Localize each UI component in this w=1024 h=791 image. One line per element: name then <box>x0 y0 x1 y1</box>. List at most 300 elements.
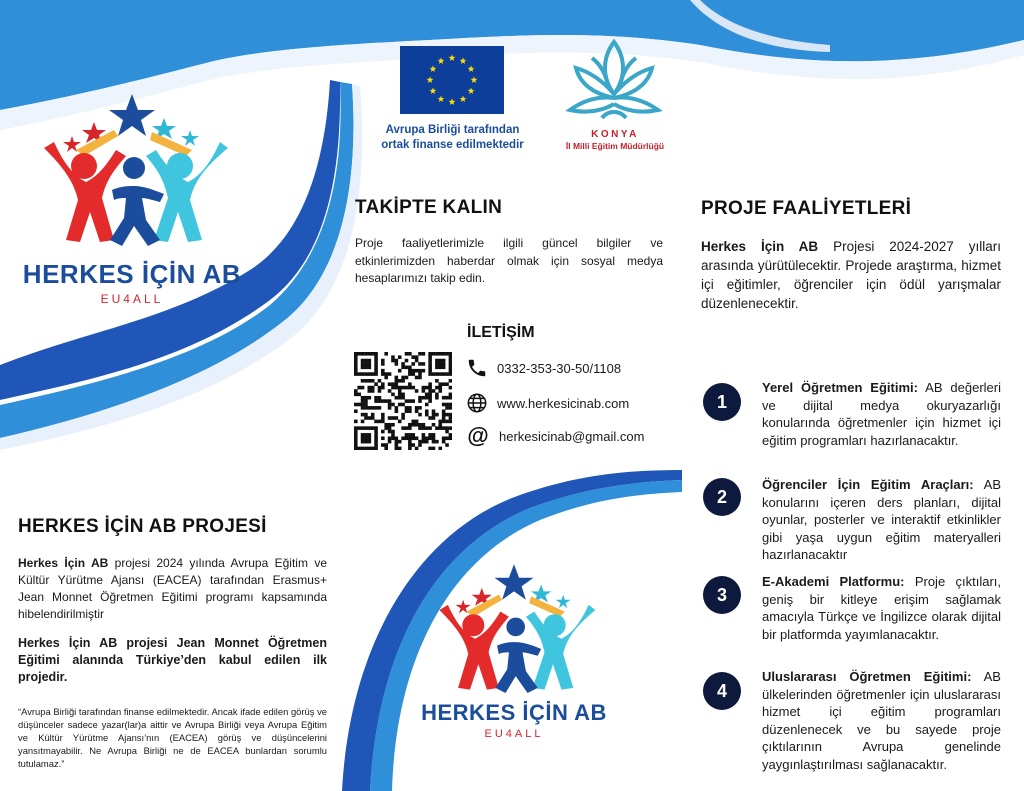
qr-module <box>408 440 412 444</box>
qr-module <box>442 362 446 366</box>
svg-text:@: @ <box>467 424 489 448</box>
qr-module <box>411 362 415 366</box>
konya-lotus-logo-icon <box>562 34 666 126</box>
qr-module <box>378 420 382 424</box>
qr-module <box>422 423 426 427</box>
qr-module <box>422 433 426 437</box>
qr-module <box>378 389 382 393</box>
qr-module <box>368 396 372 400</box>
qr-module <box>398 389 402 393</box>
eu-caption <box>355 123 550 153</box>
qr-module <box>395 409 399 413</box>
qr-module <box>428 386 432 390</box>
qr-module <box>381 413 385 417</box>
qr-module <box>388 372 392 376</box>
qr-module <box>384 399 388 403</box>
qr-module <box>381 372 385 376</box>
qr-module <box>374 430 378 434</box>
qr-module <box>374 372 378 376</box>
qr-module <box>374 399 378 403</box>
qr-module <box>364 433 368 437</box>
qr-module <box>384 423 388 427</box>
qr-module <box>411 420 415 424</box>
qr-module <box>442 372 446 376</box>
qr-module <box>449 359 452 363</box>
qr-module <box>411 369 415 373</box>
activity-number-1: 1 <box>703 383 741 421</box>
qr-module <box>449 416 452 420</box>
qr-module <box>371 389 375 393</box>
qr-module <box>432 423 436 427</box>
qr-module <box>449 355 452 359</box>
qr-module <box>401 396 405 400</box>
qr-module <box>442 382 446 386</box>
qr-module <box>432 352 436 356</box>
qr-module <box>388 403 392 407</box>
qr-module <box>405 409 409 413</box>
qr-module <box>354 369 358 373</box>
qr-module <box>354 366 358 370</box>
qr-module <box>381 416 385 420</box>
activities-intro-text: Projesi 2024-2027 yılları arasında yürütülecektir. Projede araştırma, hizmet içi eğitimler, öğrenciler için ödül yarışmalar düzenlenecektir. <box>701 239 1001 311</box>
qr-module <box>438 372 442 376</box>
activity-number-2: 2 <box>703 478 741 516</box>
qr-module <box>415 369 419 373</box>
qr-module <box>415 355 419 359</box>
qr-module <box>354 409 358 413</box>
activity-title-3: E-Akademi Platformu: <box>762 574 905 589</box>
qr-module <box>438 359 442 363</box>
qr-module <box>405 386 409 390</box>
email-link[interactable]: herkesicinab@gmail.com <box>499 428 645 444</box>
qr-module <box>432 413 436 417</box>
qr-module <box>388 389 392 393</box>
qr-module <box>428 359 432 363</box>
qr-module <box>435 359 439 363</box>
konya-directorate: İl Milli Eğitim Müdürlüğü <box>565 141 665 151</box>
qr-module <box>388 436 392 440</box>
herkes-icin-ab-logo-bottom-icon <box>414 560 614 704</box>
qr-module <box>374 433 378 437</box>
qr-module <box>401 436 405 440</box>
qr-module <box>354 372 358 376</box>
qr-module <box>361 379 365 383</box>
qr-module <box>357 403 361 407</box>
qr-module <box>398 403 402 407</box>
qr-module <box>371 426 375 430</box>
qr-module <box>395 447 399 450</box>
herkes-icin-ab-logo-icon <box>14 90 250 258</box>
qr-module <box>401 386 405 390</box>
qr-module <box>428 393 432 397</box>
qr-code-icon[interactable] <box>354 352 452 450</box>
qr-module <box>449 372 452 376</box>
qr-module <box>361 399 365 403</box>
activity-title-1: Yerel Öğretmen Eğitimi: <box>762 380 918 395</box>
qr-module <box>418 413 422 417</box>
qr-module <box>371 406 375 410</box>
qr-module <box>442 396 446 400</box>
qr-module <box>405 359 409 363</box>
qr-module <box>428 399 432 403</box>
qr-module <box>354 426 358 430</box>
qr-module <box>388 416 392 420</box>
qr-module <box>408 366 412 370</box>
qr-module <box>395 382 399 386</box>
qr-module <box>391 433 395 437</box>
qr-module <box>354 355 358 359</box>
qr-module <box>449 352 452 356</box>
qr-module <box>428 433 432 437</box>
phone-number[interactable]: 0332-353-30-50/1108 <box>497 360 622 376</box>
qr-module <box>361 406 365 410</box>
qr-module <box>428 372 432 376</box>
qr-module <box>428 389 432 393</box>
activity-number-3: 3 <box>703 576 741 614</box>
qr-module <box>408 369 412 373</box>
qr-module <box>425 396 429 400</box>
qr-module <box>371 352 375 356</box>
qr-module <box>391 403 395 407</box>
qr-module <box>364 440 368 444</box>
qr-module <box>374 359 378 363</box>
qr-module <box>422 426 426 430</box>
qr-module <box>384 443 388 447</box>
qr-module <box>428 369 432 373</box>
qr-module <box>449 396 452 400</box>
activity-text-4: AB ülkelerinden öğretmenler için uluslararası hizmet içi eğitim programları düzenlenecek ve bu sayede proje çıktılarının Avrupa genelinde yaygınlaştırılması sağlanacaktır. <box>762 669 1001 772</box>
qr-module <box>361 440 365 444</box>
qr-module <box>435 372 439 376</box>
qr-module <box>418 406 422 410</box>
qr-module <box>408 436 412 440</box>
qr-module <box>391 359 395 363</box>
qr-module <box>371 379 375 383</box>
qr-module <box>445 436 449 440</box>
qr-module <box>425 393 429 397</box>
qr-module <box>432 409 436 413</box>
qr-module <box>438 420 442 424</box>
qr-module <box>432 447 436 450</box>
qr-module <box>411 433 415 437</box>
qr-module <box>428 447 432 450</box>
qr-module <box>357 352 361 356</box>
qr-module <box>401 393 405 397</box>
qr-module <box>391 386 395 390</box>
activity-title-2: Öğrenciler İçin Eğitim Araçları: <box>762 477 974 492</box>
qr-module <box>401 413 405 417</box>
qr-module <box>361 403 365 407</box>
qr-module <box>398 386 402 390</box>
qr-module <box>425 409 429 413</box>
qr-module <box>408 382 412 386</box>
website-link[interactable]: www.herkesicinab.com <box>497 395 630 411</box>
qr-module <box>374 369 378 373</box>
qr-module <box>381 382 385 386</box>
qr-module <box>368 426 372 430</box>
qr-module <box>418 396 422 400</box>
qr-module <box>408 386 412 390</box>
qr-module <box>368 416 372 420</box>
activities-intro-bold: Herkes İçin AB <box>701 239 819 254</box>
qr-module <box>445 372 449 376</box>
qr-module <box>449 436 452 440</box>
qr-module <box>354 403 358 407</box>
contact-phone[interactable] <box>466 357 621 379</box>
qr-module <box>415 420 419 424</box>
qr-module <box>428 362 432 366</box>
follow-us-title: TAKİPTE KALIN <box>355 197 503 218</box>
contact-email[interactable] <box>466 424 644 448</box>
qr-module <box>449 420 452 424</box>
qr-module <box>449 393 452 397</box>
qr-module <box>371 447 375 450</box>
qr-module <box>408 433 412 437</box>
qr-module <box>378 399 382 403</box>
eu-caption-line1: Avrupa Birliği tarafından <box>385 124 520 136</box>
qr-module <box>364 372 368 376</box>
qr-module <box>388 440 392 444</box>
qr-module <box>357 426 361 430</box>
qr-module <box>449 366 452 370</box>
qr-module <box>354 352 358 356</box>
qr-module <box>391 382 395 386</box>
qr-module <box>408 423 412 427</box>
qr-module <box>364 396 368 400</box>
qr-module <box>449 369 452 373</box>
qr-module <box>398 440 402 444</box>
qr-module <box>408 447 412 450</box>
qr-module <box>411 436 415 440</box>
qr-module <box>428 426 432 430</box>
qr-module <box>442 416 446 420</box>
qr-module <box>405 399 409 403</box>
qr-module <box>368 447 372 450</box>
qr-module <box>411 372 415 376</box>
qr-module <box>391 355 395 359</box>
project-title: HERKES İÇİN AB PROJESİ <box>18 516 267 537</box>
qr-module <box>364 352 368 356</box>
qr-module <box>408 409 412 413</box>
qr-module <box>408 443 412 447</box>
qr-module <box>384 426 388 430</box>
qr-module <box>428 352 432 356</box>
qr-module <box>415 359 419 363</box>
qr-module <box>368 352 372 356</box>
qr-module <box>411 399 415 403</box>
qr-module <box>398 379 402 383</box>
qr-module <box>408 372 412 376</box>
qr-module <box>401 426 405 430</box>
qr-module <box>418 426 422 430</box>
brand-subtitle-bottom: EU4ALL <box>484 728 544 740</box>
qr-module <box>361 413 365 417</box>
qr-module <box>415 423 419 427</box>
qr-module <box>381 443 385 447</box>
qr-module <box>368 372 372 376</box>
activity-text-1: AB değerleri ve dijital medya okuryazarlığı konularında öğretmenler için hizmet içi eğitim programları hazırlanacaktır. <box>762 380 1001 448</box>
qr-module <box>438 366 442 370</box>
qr-module <box>435 426 439 430</box>
qr-module <box>445 406 449 410</box>
qr-module <box>368 362 372 366</box>
qr-module <box>364 359 368 363</box>
qr-module <box>395 376 399 380</box>
qr-module <box>364 403 368 407</box>
qr-module <box>432 389 436 393</box>
qr-module <box>395 443 399 447</box>
disclaimer-text: “Avrupa Birliği tarafından finanse edilmektedir. Ancak ifade edilen görüş ve düşünceler sadece yazar(lar)a aittir ve Avrupa Birliği veya Avrupa Eğitim ve Kültür Yürütme Ajansı’nın (EACEA) görüş ve düşüncelerini yansıtmayabilir. Ne Avrupa Birliği ne de EACEA bunlardan sorumlu tutulamaz.” <box>18 706 327 769</box>
qr-module <box>418 372 422 376</box>
qr-module <box>391 416 395 420</box>
qr-module <box>364 447 368 450</box>
qr-module <box>357 393 361 397</box>
qr-module <box>418 443 422 447</box>
qr-module <box>361 420 365 424</box>
qr-module <box>398 447 402 450</box>
qr-module <box>364 362 368 366</box>
qr-module <box>388 382 392 386</box>
qr-module <box>357 386 361 390</box>
qr-module <box>368 433 372 437</box>
qr-module <box>418 352 422 356</box>
qr-module <box>438 386 442 390</box>
qr-module <box>442 359 446 363</box>
qr-module <box>442 413 446 417</box>
qr-module <box>425 386 429 390</box>
qr-module <box>415 447 419 450</box>
qr-module <box>381 399 385 403</box>
qr-module <box>422 369 426 373</box>
qr-module <box>354 359 358 363</box>
qr-module <box>381 359 385 363</box>
globe-icon <box>466 392 488 414</box>
qr-module <box>354 393 358 397</box>
qr-module <box>374 447 378 450</box>
qr-module <box>368 366 372 370</box>
qr-module <box>354 433 358 437</box>
brand-title-bottom: HERKES İÇİN AB <box>421 700 607 725</box>
qr-module <box>428 355 432 359</box>
qr-module <box>408 426 412 430</box>
qr-module <box>438 352 442 356</box>
qr-module <box>371 372 375 376</box>
qr-module <box>395 436 399 440</box>
qr-module <box>388 399 392 403</box>
qr-module <box>401 362 405 366</box>
qr-module <box>374 366 378 370</box>
project-first-note: Herkes İçin AB projesi Jean Monnet Öğretmen Eğitimi alanında Türkiye’den kabul edilen ilk projedir. <box>18 636 327 684</box>
qr-module <box>354 362 358 366</box>
qr-module <box>395 416 399 420</box>
qr-module <box>374 355 378 359</box>
qr-module <box>408 352 412 356</box>
qr-module <box>422 386 426 390</box>
qr-module <box>405 376 409 380</box>
qr-module <box>428 416 432 420</box>
qr-module <box>364 426 368 430</box>
qr-module <box>374 426 378 430</box>
qr-module <box>354 430 358 434</box>
qr-module <box>388 406 392 410</box>
follow-us-text: Proje faaliyetlerimizle ilgili güncel bilgiler ve etkinlerimizden haberdar olmak için sosyal medya hesaplarımızı takip edin. <box>355 236 663 285</box>
qr-module <box>418 369 422 373</box>
qr-module <box>388 426 392 430</box>
qr-module <box>391 430 395 434</box>
qr-module <box>449 379 452 383</box>
qr-module <box>432 436 436 440</box>
qr-module <box>415 409 419 413</box>
qr-module <box>371 386 375 390</box>
qr-module <box>411 355 415 359</box>
qr-module <box>435 386 439 390</box>
qr-module <box>438 423 442 427</box>
project-description-text: projesi 2024 yılında Avrupa Eğitim ve Kültür Yürütme Ajansı (EACEA) tarafından Erasmus+ Jean Monnet Öğretmen Eğitimi programı kapsamında hibelendirilmiştir <box>18 556 328 621</box>
qr-module <box>415 389 419 393</box>
qr-module <box>438 426 442 430</box>
qr-module <box>405 426 409 430</box>
brand-title-top: HERKES İÇİN AB <box>22 259 242 289</box>
qr-module <box>449 413 452 417</box>
qr-module <box>398 355 402 359</box>
qr-module <box>411 386 415 390</box>
qr-module <box>357 372 361 376</box>
qr-module <box>361 433 365 437</box>
qr-module <box>401 376 405 380</box>
qr-module <box>368 406 372 410</box>
qr-module <box>425 413 429 417</box>
phone-icon <box>466 357 488 379</box>
qr-module <box>384 372 388 376</box>
qr-module <box>368 359 372 363</box>
qr-module <box>384 376 388 380</box>
activity-item-4 <box>762 668 1001 773</box>
qr-module <box>422 396 426 400</box>
contact-title: İLETİŞİM <box>467 324 535 341</box>
qr-module <box>354 447 358 450</box>
qr-module <box>422 440 426 444</box>
qr-module <box>381 369 385 373</box>
qr-module <box>422 389 426 393</box>
qr-module <box>405 352 409 356</box>
qr-module <box>435 440 439 444</box>
qr-module <box>388 423 392 427</box>
qr-module <box>357 447 361 450</box>
qr-module <box>422 436 426 440</box>
qr-module <box>378 386 382 390</box>
eu-flag-icon <box>400 46 504 114</box>
qr-module <box>368 440 372 444</box>
qr-module <box>411 443 415 447</box>
qr-module <box>395 379 399 383</box>
qr-module <box>445 352 449 356</box>
qr-module <box>435 396 439 400</box>
qr-module <box>401 366 405 370</box>
qr-module <box>442 409 446 413</box>
activities-title: PROJE FAALİYETLERİ <box>701 198 912 219</box>
qr-module <box>445 413 449 417</box>
qr-module <box>388 430 392 434</box>
contact-website[interactable] <box>466 392 629 414</box>
qr-module <box>408 406 412 410</box>
qr-module <box>381 436 385 440</box>
qr-module <box>395 406 399 410</box>
qr-module <box>405 433 409 437</box>
qr-module <box>354 440 358 444</box>
qr-module <box>381 420 385 424</box>
qr-module <box>361 426 365 430</box>
qr-module <box>438 389 442 393</box>
